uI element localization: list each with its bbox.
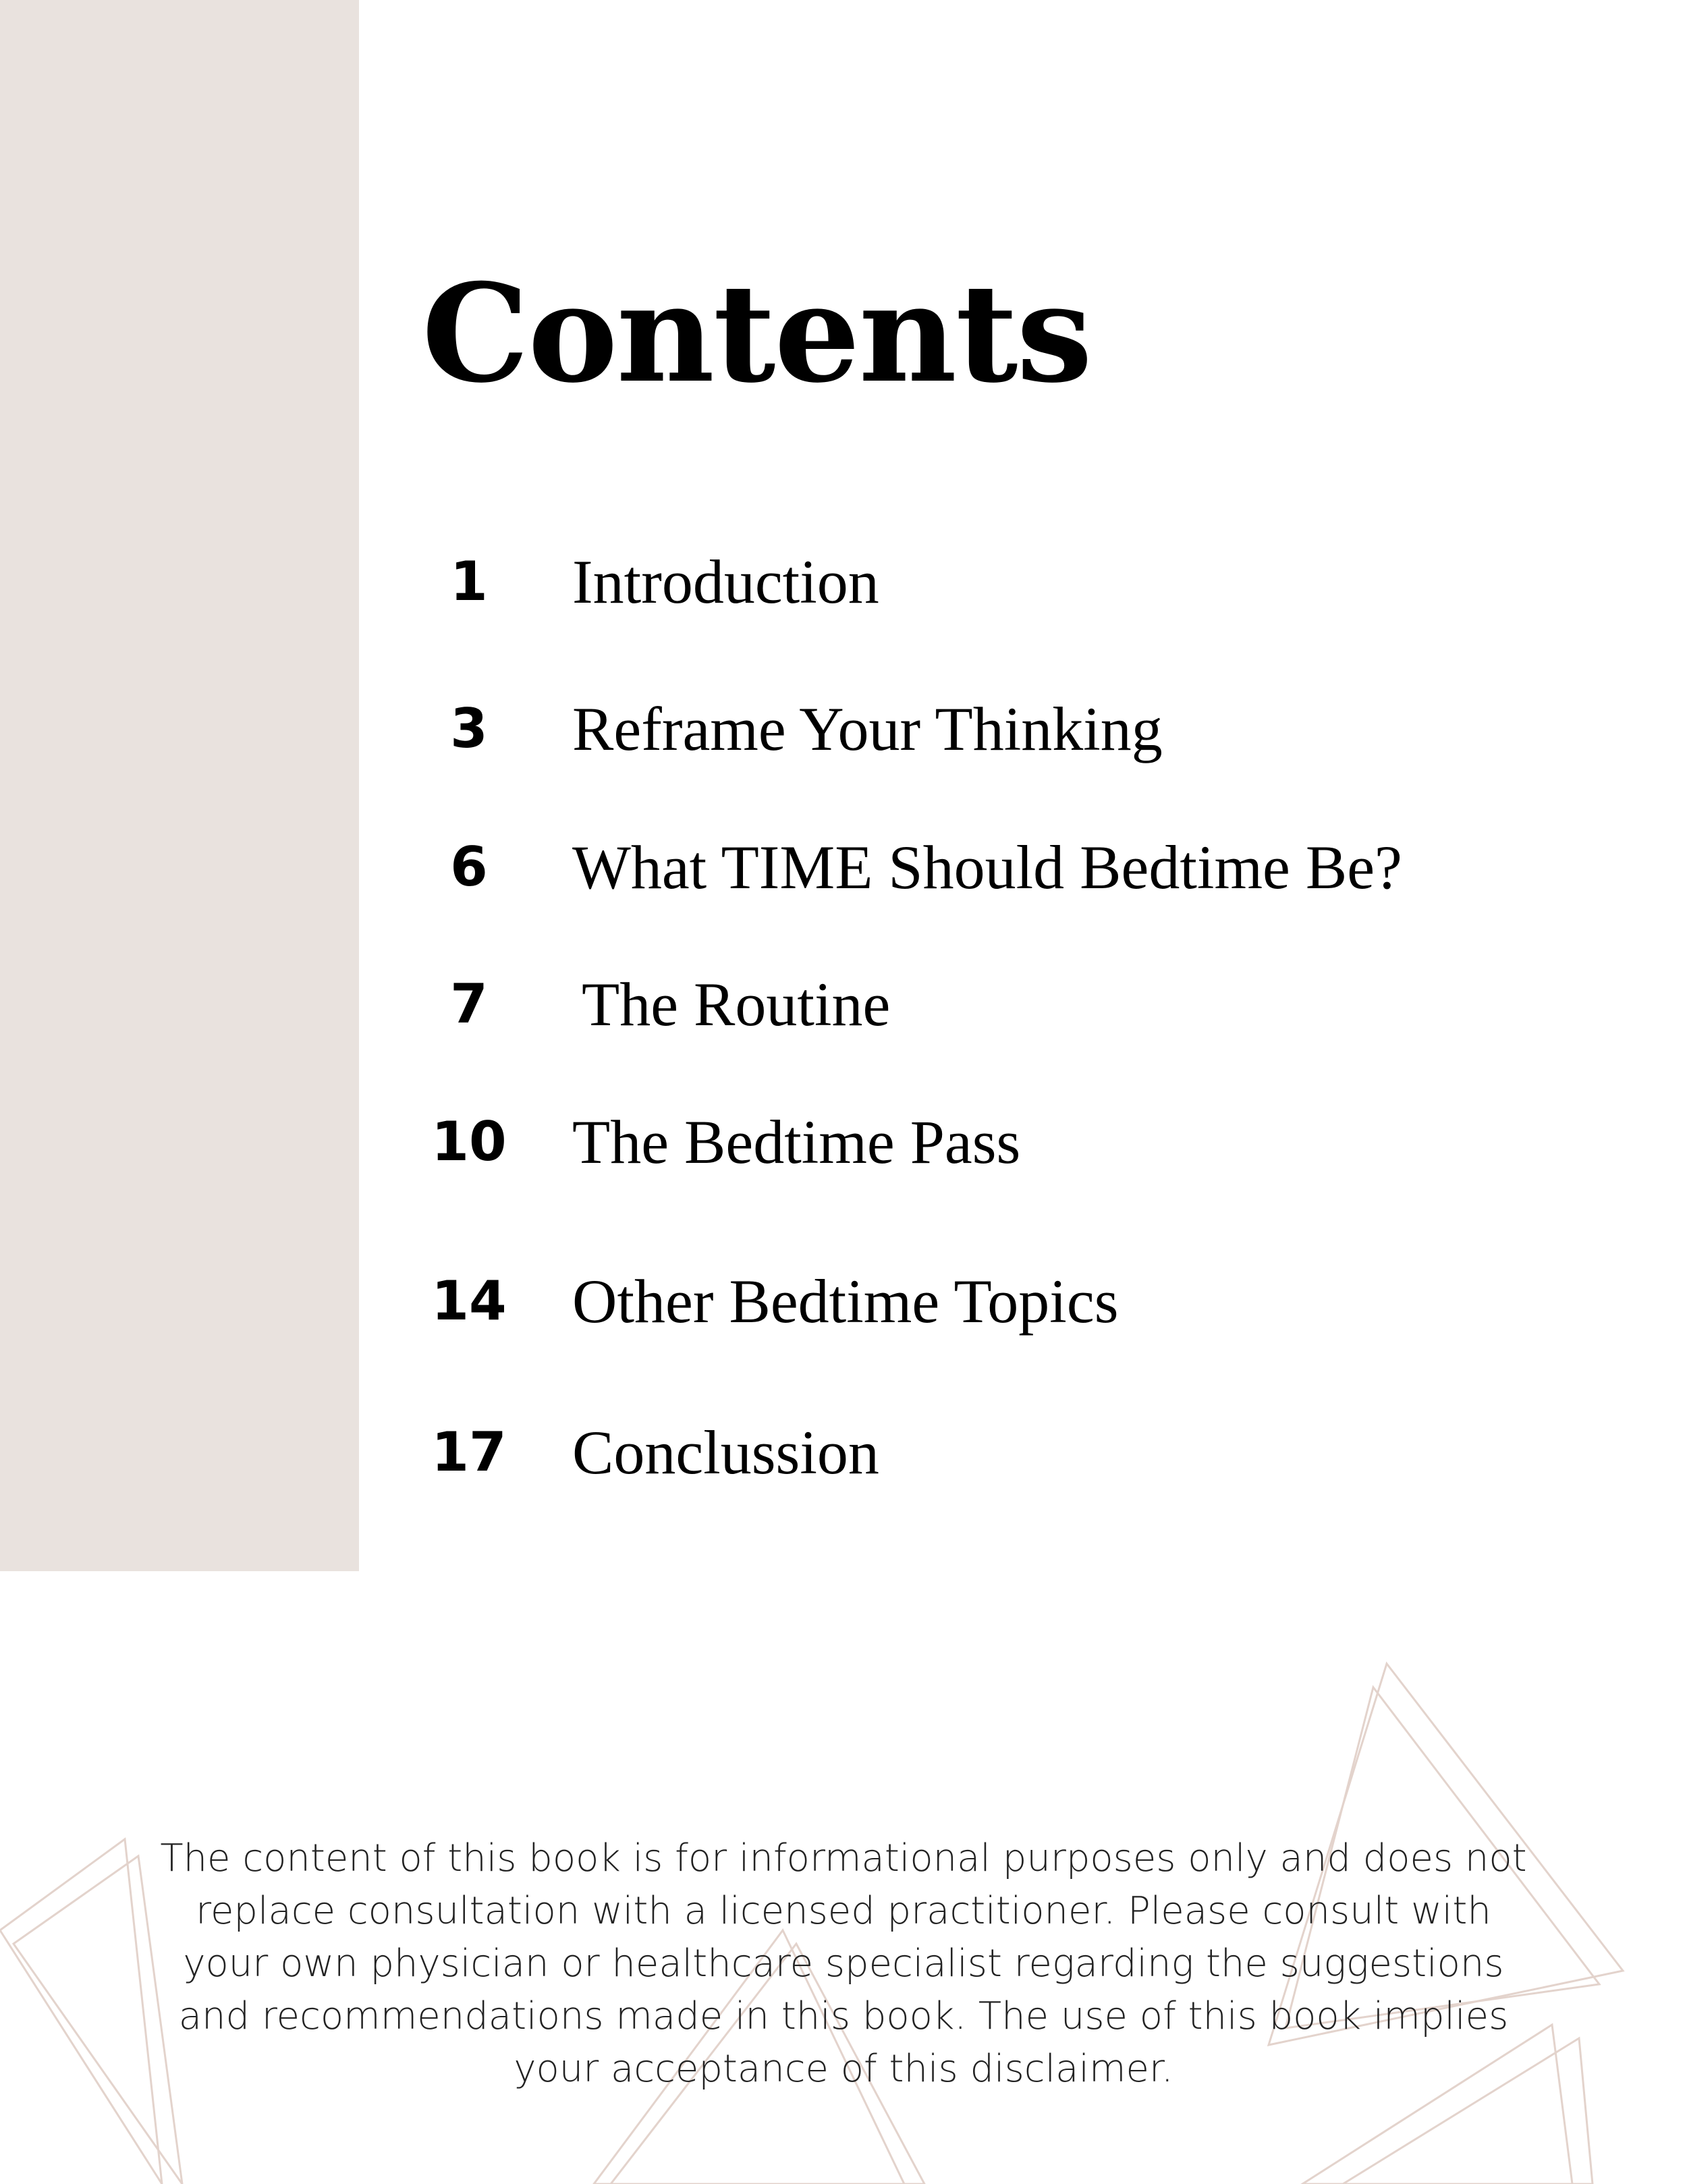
toc-chapter-title: Conclussion	[572, 1418, 879, 1487]
toc-entry[interactable]	[0, 827, 1687, 908]
toc-chapter-title: Introduction	[572, 547, 879, 616]
toc-chapter-title: Other Bedtime Topics	[572, 1267, 1119, 1336]
page-title: Contents	[422, 254, 1092, 413]
toc-page-number: 7	[450, 973, 488, 1035]
toc-chapter-title: Reframe Your Thinking	[572, 694, 1163, 763]
toc-entry[interactable]	[0, 964, 1687, 1045]
disclaimer-text: The content of this book is for informational purposes only and does not replace consultation with a licensed practitioner. Please consult with your own physician or healthcare specialist regarding the suggestions and recommendations made in this book. The use of this book implies your acceptance of this disclaimer.	[160, 1836, 1527, 2091]
toc-page-number: 14	[431, 1270, 507, 1332]
toc-chapter-title: The Routine	[582, 970, 891, 1039]
toc-entry[interactable]	[0, 688, 1687, 769]
toc-entry[interactable]	[0, 1412, 1687, 1493]
toc-entry[interactable]	[0, 1101, 1687, 1182]
toc-entry[interactable]	[0, 1261, 1687, 1342]
toc-page-number: 17	[431, 1421, 507, 1483]
toc-chapter-title: The Bedtime Pass	[572, 1108, 1021, 1176]
toc-page-number: 6	[450, 836, 488, 898]
toc-chapter-title: What TIME Should Bedtime Be?	[572, 833, 1402, 902]
toc-page-number: 10	[431, 1110, 507, 1173]
toc-page-number: 3	[450, 697, 488, 760]
toc-page-number: 1	[450, 550, 488, 613]
triangle-outline	[0, 1839, 162, 2184]
toc-entry[interactable]	[0, 541, 1687, 622]
